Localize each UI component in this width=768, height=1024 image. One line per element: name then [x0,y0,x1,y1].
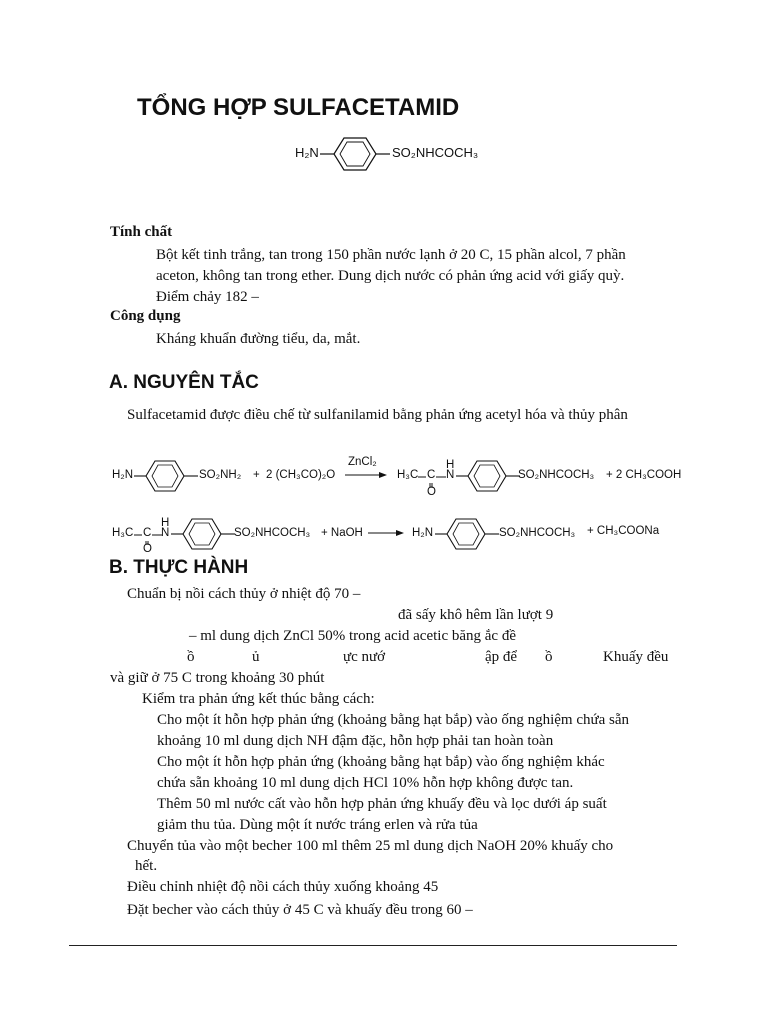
r1-product-c: C [427,469,436,481]
r1-arrow [345,470,387,480]
r2-product-right: SO₂NHCOCH₃ [499,527,576,539]
r2-reactant-c: C [143,527,152,539]
section-b-fragment: ực nướ [343,649,386,665]
r2-arrow [368,528,404,538]
r1-product-left: H₃C [397,469,419,481]
r1-amide-bonds [418,470,448,490]
section-b-heading: B. THỰC HÀNH [109,557,249,578]
r1-product-right: SO₂NHCOCH₃ [518,469,595,481]
r2-reactant-left: H₃C [112,527,134,539]
r2-reactant-n: N [161,527,170,539]
uses-heading: Công dụng [110,308,181,324]
structure-benzene-ring [320,134,390,174]
section-b-line: giảm thu tủa. Dùng một ít nước tráng erlen và rửa tủa [157,817,478,833]
r1-benzene-ring-2 [456,458,520,494]
r2-reagent: + NaOH [321,527,363,539]
section-b-line: và giữ ở 75 C trong khoảng 30 phút [110,670,325,686]
section-a-heading: A. NGUYÊN TẮC [109,372,259,393]
section-b-line: hết. [135,858,158,874]
r2-product-left: H₂N [412,527,434,539]
r2-benzene-ring-2 [435,516,499,552]
section-b-fragment: ồ [187,649,195,665]
section-b-line: Kiểm tra phản ứng kết thúc bằng cách: [142,691,375,707]
section-b-line: chứa sẵn khoảng 10 ml dung dịch HCl 10% hỗn hợp không được tan. [157,775,574,791]
r2-reactant-right: SO₂NHCOCH₃ [234,527,311,539]
section-b-fragment: ập để [485,649,518,665]
page-title: TỔNG HỢP SULFACETAMID [137,94,460,121]
r2-byproduct: + CH₃COONa [587,525,660,537]
r1-product-o: O [427,486,436,498]
section-a-intro: Sulfacetamid được điều chế từ sulfanilamid bằng phản ứng acetyl hóa và thủy phân [127,407,628,423]
r1-catalyst: ZnCl₂ [348,456,377,468]
r1-reagent: 2 (CH₃CO)₂O [266,469,336,481]
r1-byproduct: + 2 CH₃COOH [606,469,682,481]
footer-divider [69,945,677,946]
section-b-line: Chuẩn bị nồi cách thủy ở nhiệt độ 70 – [127,586,361,602]
section-b-line: Cho một ít hỗn hợp phản ứng (khoảng bằng hạt bắp) vào ống nghiệm chứa sẵn [157,712,630,728]
properties-heading: Tính chất [110,224,173,240]
r1-product-h: H [446,459,455,471]
r2-amide-bonds [134,528,164,548]
section-b-line: – ml dung dịch ZnCl 50% trong acid acetic băng ắc đề [189,628,516,644]
section-b-line: khoảng 10 ml dung dịch NH đậm đặc, hỗn hợp phải tan hoàn toàn [157,733,554,749]
r1-plus: + [253,469,260,481]
r1-product-n: N [446,469,455,481]
section-b-line: Chuyển tủa vào một becher 100 ml thêm 25 ml dung dịch NaOH 20% khuấy cho [127,838,614,854]
properties-line: Bột kết tinh trắng, tan trong 150 phần nước lạnh ở 20 C, 15 phần alcol, 7 phần [156,247,626,263]
r1-reactant-right: SO₂NH₂ [199,469,242,481]
structure-right-group: SO₂NHCOCH₃ [392,145,479,160]
r2-benzene-ring-1 [171,516,235,552]
r2-reactant-h: H [161,517,170,529]
structure-left-group: H₂N [295,145,319,160]
r1-benzene-ring-1 [134,458,198,494]
section-b-fragment: ồ [545,649,553,665]
section-b-fragment: Khuấy đều [603,649,669,665]
r1-reactant-left: H₂N [112,469,134,481]
r2-reactant-o: O [143,543,152,555]
properties-line: Điểm chảy 182 – [156,289,259,305]
section-b-line: Điều chỉnh nhiệt độ nồi cách thủy xuống khoảng 45 [127,879,439,895]
properties-line: aceton, không tan trong ether. Dung dịch nước có phản ứng acid với giấy quỳ. [156,268,625,284]
section-b-fragment: ủ [252,649,260,665]
section-b-line: Cho một ít hỗn hợp phản ứng (khoảng bằng hạt bắp) vào ống nghiệm khác [157,754,605,770]
section-b-line: Thêm 50 ml nước cất vào hỗn hợp phản ứng khuấy đều và lọc dưới áp suất [157,796,607,812]
section-b-line: đã sấy khô hêm lần lượt 9 [398,607,554,623]
uses-line: Kháng khuẩn đường tiểu, da, mắt. [156,331,361,347]
section-b-line: Đặt becher vào cách thủy ở 45 C và khuấy đều trong 60 – [127,902,473,918]
